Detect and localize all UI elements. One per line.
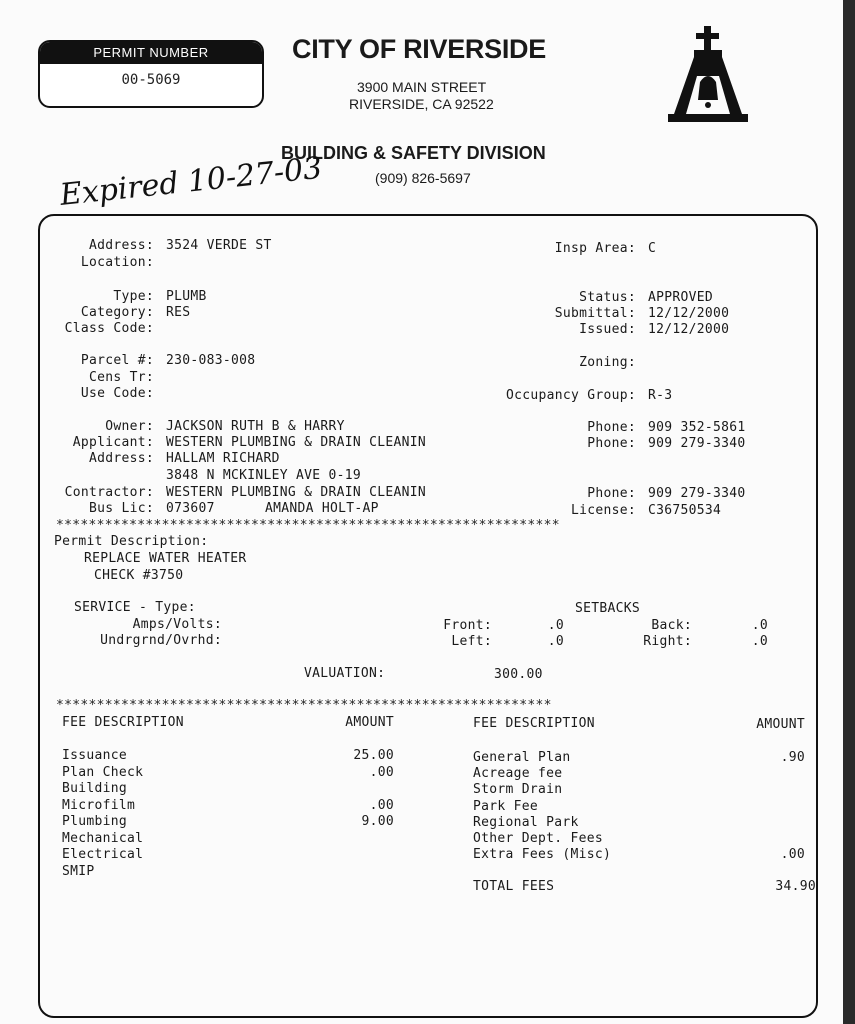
- type-label: Type:: [113, 289, 154, 304]
- fee-left-name: Issuance: [62, 748, 128, 763]
- fee-col4-header: AMOUNT: [756, 717, 805, 732]
- city-title: CITY OF RIVERSIDE: [292, 34, 546, 64]
- city-seal-icon: [664, 26, 752, 126]
- parcel-value: 230-083-008: [166, 353, 256, 368]
- category-label: Category:: [80, 305, 154, 320]
- fee-col3-header: FEE DESCRIPTION: [473, 716, 595, 731]
- front-value: .0: [547, 618, 564, 633]
- fee-left-name: Mechanical: [62, 830, 144, 846]
- setbacks-label: SETBACKS: [575, 601, 641, 616]
- occupancy-value: R-3: [648, 388, 673, 403]
- use-code-label: Use Code:: [80, 386, 154, 401]
- fee-left-name: SMIP: [62, 863, 95, 879]
- fee-right-name: Park Fee: [473, 798, 539, 814]
- applicant-address-line1: HALLAM RICHARD: [166, 451, 280, 466]
- type-value: PLUMB: [166, 289, 207, 304]
- fee-right-amount: .00: [780, 847, 805, 863]
- fee-left-name: Plan Check: [62, 764, 144, 780]
- license-value: C36750534: [648, 503, 722, 518]
- insp-area-label: Insp Area:: [554, 241, 636, 256]
- fee-col1-header: FEE DESCRIPTION: [62, 715, 184, 730]
- issued-label: Issued:: [579, 322, 636, 337]
- location-label: Location:: [80, 255, 154, 270]
- permit-number-box: [38, 40, 264, 108]
- status-value: APPROVED: [648, 290, 714, 305]
- cens-tr-label: Cens Tr:: [88, 370, 154, 385]
- fee-left-name: Electrical: [62, 847, 144, 862]
- permit-number-label: PERMIT NUMBER: [40, 42, 262, 64]
- total-fees-label: TOTAL FEES: [473, 879, 555, 894]
- applicant-address-line2: 3848 N MCKINLEY AVE 0-19: [166, 468, 362, 483]
- amps-volts-label: Amps/Volts:: [132, 617, 222, 632]
- fee-left-name: Building: [62, 781, 128, 796]
- fee-left-amount: 25.00: [353, 748, 394, 763]
- applicant-phone-value: 909 279-3340: [648, 436, 746, 451]
- zoning-label: Zoning:: [579, 355, 636, 370]
- status-label: Status:: [579, 290, 636, 305]
- contractor-phone-value: 909 279-3340: [648, 486, 746, 501]
- asterisk-separator: **************************************************************: [56, 518, 560, 533]
- contractor-label: Contractor:: [64, 485, 154, 500]
- fee-left-amount: .00: [369, 764, 394, 780]
- submittal-label: Submittal:: [554, 306, 636, 321]
- class-code-label: Class Code:: [64, 321, 154, 336]
- applicant-value: WESTERN PLUMBING & DRAIN CLEANIN: [166, 435, 427, 450]
- insp-area-value: C: [648, 241, 657, 256]
- service-type-label: SERVICE - Type:: [74, 600, 196, 615]
- permit-description-line2: CHECK #3750: [94, 568, 184, 583]
- applicant-label: Applicant:: [72, 435, 154, 450]
- total-fees-value: 34.90: [775, 879, 816, 894]
- fee-left-name: Plumbing: [62, 814, 128, 829]
- bus-lic-value: 073607: [166, 501, 215, 516]
- submittal-value: 12/12/2000: [648, 306, 730, 321]
- owner-phone-label: Phone:: [587, 420, 636, 435]
- division-phone: (909) 826-5697: [375, 170, 471, 186]
- city-citystate: RIVERSIDE, CA 92522: [349, 96, 494, 112]
- fee-left-amount: .00: [369, 797, 394, 813]
- front-label: Front:: [443, 618, 492, 633]
- owner-value: JACKSON RUTH B & HARRY: [166, 419, 345, 434]
- fee-right-name: Storm Drain: [473, 782, 563, 798]
- right-value: .0: [751, 634, 768, 649]
- applicant-phone-label: Phone:: [587, 436, 636, 451]
- division-title: BUILDING & SAFETY DIVISION: [281, 143, 546, 163]
- asterisk-separator-2: *************************************************************: [56, 698, 552, 713]
- parcel-label: Parcel #:: [80, 353, 154, 368]
- fee-right-name: General Plan: [473, 750, 571, 765]
- left-value: .0: [547, 634, 564, 649]
- owner-label: Owner:: [105, 419, 154, 434]
- bus-lic-name: AMANDA HOLT-AP: [265, 501, 379, 516]
- contractor-phone-label: Phone:: [587, 486, 636, 501]
- valuation-value: 300.00: [494, 667, 543, 682]
- fee-left-amount: 9.00: [361, 814, 394, 829]
- left-label: Left:: [451, 634, 492, 649]
- owner-phone-value: 909 352-5861: [648, 420, 746, 435]
- permit-description-label: Permit Description:: [54, 534, 209, 549]
- back-label: Back:: [651, 618, 692, 633]
- fee-right-name: Other Dept. Fees: [473, 831, 604, 846]
- contractor-value: WESTERN PLUMBING & DRAIN CLEANIN: [166, 485, 427, 500]
- permit-description-line1: REPLACE WATER HEATER: [84, 551, 247, 566]
- fee-right-name: Acreage fee: [473, 766, 563, 782]
- occupancy-label: Occupancy Group:: [505, 388, 636, 403]
- page-edge-strip: [843, 0, 855, 1024]
- undrgrnd-label: Undrgrnd/Ovrhd:: [100, 633, 222, 648]
- fee-left-name: Microfilm: [62, 797, 136, 813]
- fee-col2-header: AMOUNT: [345, 715, 394, 730]
- fee-right-name: Regional Park: [473, 814, 579, 830]
- license-label: License:: [570, 503, 636, 518]
- address-value: 3524 VERDE ST: [166, 238, 272, 253]
- applicant-address-label: Address:: [88, 451, 154, 466]
- address-label: Address:: [88, 238, 154, 253]
- city-street: 3900 MAIN STREET: [357, 79, 487, 95]
- fee-right-name: Extra Fees (Misc): [473, 847, 612, 863]
- handwritten-expired-note: Expired 10-27-03: [58, 150, 324, 213]
- valuation-label: VALUATION:: [304, 666, 386, 681]
- right-label: Right:: [643, 634, 692, 649]
- bus-lic-label: Bus Lic:: [88, 501, 154, 516]
- issued-value: 12/12/2000: [648, 322, 730, 337]
- back-value: .0: [751, 618, 768, 633]
- fee-right-amount: .90: [780, 750, 805, 765]
- permit-number-value: 00-5069: [121, 72, 181, 88]
- category-value: RES: [166, 305, 191, 320]
